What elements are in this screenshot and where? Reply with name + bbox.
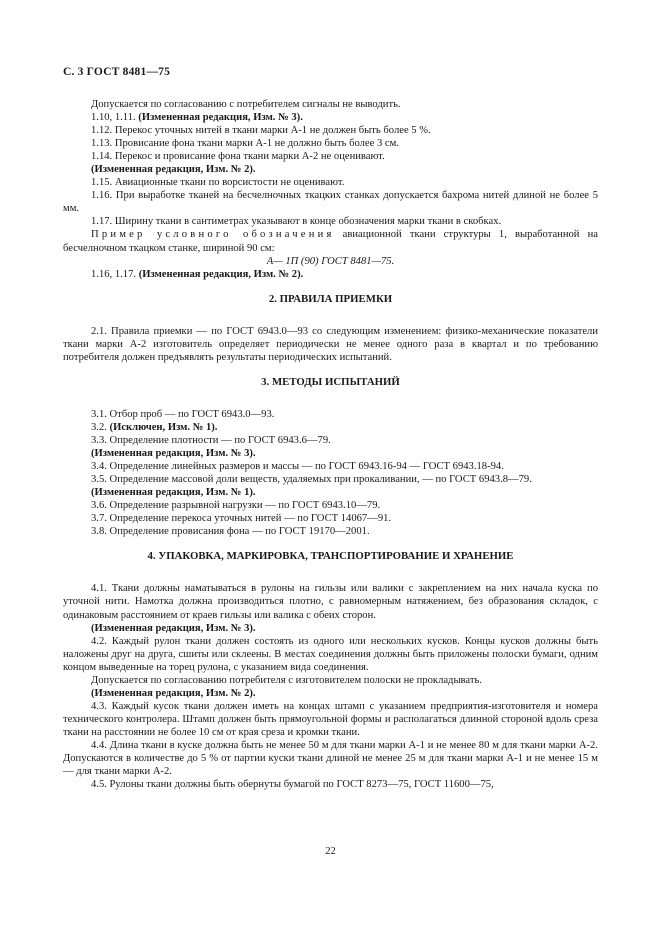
amendment-note: (Измененная редакция, Изм. № 3). [138, 112, 303, 124]
paragraph: 4.5. Рулоны ткани должны быть обернуты бумагой по ГОСТ 8273—75, ГОСТ 11600—75, [91, 779, 494, 791]
designation-example: А— 1П (90) ГОСТ 8481—75. [266, 255, 395, 267]
clause-number: 1.10, 1.11. [91, 112, 136, 124]
amendment-note: (Исключен, Изм. № 1). [109, 421, 218, 433]
amendment-note: (Измененная редакция, Изм. № 3). [91, 448, 256, 460]
paragraph: 3.3. Определение плотности — по ГОСТ 6943.6—79. [91, 434, 331, 446]
paragraph-text: авиационной ткани структуры 1, выработанной на бесчелночном ткацком станке, шириной 90 см: [63, 229, 598, 254]
paragraph: 1.15. Авиационные ткани по ворсистости не оценивают. [91, 177, 345, 189]
paragraph: 1.17. Ширину ткани в сантиметрах указывают в конце обозначения марки ткани в скобках. [91, 216, 502, 228]
clause-number: 1.16, 1.17. [91, 268, 137, 280]
paragraph [63, 421, 598, 434]
amendment-note: (Измененная редакция, Изм. № 3). [91, 622, 256, 634]
paragraph [63, 268, 598, 281]
paragraph: 1.12. Перекос уточных нитей в ткани марки А-1 не должен быть более 5 %. [91, 125, 431, 137]
paragraph: 4.2. Каждый рулон ткани должен состоять из одного или нескольких кусков. Концы кусков должны быть наложены друг на друга, сшиты или склеены. В местах соединения должны быть приложены полоски бумаги, одним концом выведенные на торец рулона, с указанием вида соединения. [63, 635, 598, 673]
clause-number: 3.2. [91, 421, 107, 433]
paragraph: 3.5. Определение массовой доли веществ, удаляемых при прокаливании, — по ГОСТ 6943.8—79. [91, 474, 532, 486]
paragraph: 4.4. Длина ткани в куске должна быть не менее 50 м для ткани марки А-1 и не менее 80 м для ткани марки А-2. Допускаются в количестве до 5 % от партии куски ткани длиной не менее 25 м для ткани марки А-1 и не менее 15 м — для ткани марки А-2. [63, 739, 598, 778]
paragraph: 3.8. Определение провисания фона — по ГОСТ 19170—2001. [91, 526, 370, 538]
amendment-note: (Измененная редакция, Изм. № 2). [91, 687, 256, 699]
amendment-note: (Измененная редакция, Изм. № 2). [138, 268, 304, 280]
paragraph: 3.1. Отбор проб — по ГОСТ 6943.0—93. [91, 408, 275, 420]
page-body [63, 98, 598, 791]
paragraph [63, 111, 598, 124]
section-heading: 2. ПРАВИЛА ПРИЕМКИ [268, 292, 393, 305]
paragraph: 4.3. Каждый кусок ткани должен иметь на концах штамп с указанием предприятия-изготовителя и номера технического контролера. Штамп должен быть прямоугольной формы и располагаться длинной стороной вдоль среза ткани на расстоянии не более 10 см от края среза и кромки ткани. [63, 700, 598, 738]
amendment-note: (Измененная редакция, Изм. № 2). [91, 164, 256, 176]
page-header: С. 3 ГОСТ 8481—75 [63, 66, 171, 78]
paragraph: 3.6. Определение разрывной нагрузки — по ГОСТ 6943.10—79. [91, 500, 381, 512]
paragraph: 2.1. Правила приемки — по ГОСТ 6943.0—93 со следующим изменением: физико-механические показатели ткани марки А-2 изготовитель определяет периодически не менее одного раза в квартал и по требованию потребителя должен предъявлять результаты периодических испытаний. [63, 325, 598, 363]
paragraph: Допускается по согласованию потребителя с изготовителем полоски не прокладывать. [91, 674, 482, 686]
paragraph: 1.13. Провисание фона ткани марки А-1 не должно быть более 3 см. [91, 138, 399, 150]
paragraph: 1.16. При выработке тканей на бесчелночных ткацких станках допускается бахрома нитей длиной не более 5 мм. [63, 190, 598, 215]
section-heading: 4. УПАКОВКА, МАРКИРОВКА, ТРАНСПОРТИРОВАНИЕ И ХРАНЕНИЕ [147, 550, 514, 563]
paragraph [63, 228, 598, 254]
paragraph: 3.4. Определение линейных размеров и массы — по ГОСТ 6943.16-94 — ГОСТ 6943.18-94. [91, 461, 504, 473]
paragraph: 1.14. Перекос и провисание фона ткани марки А-2 не оценивают. [91, 151, 385, 163]
paragraph: 3.7. Определение перекоса уточных нитей — по ГОСТ 14067—91. [91, 513, 392, 525]
paragraph: Допускается по согласованию с потребителем сигналы не выводить. [91, 99, 401, 110]
page-number: 22 [325, 846, 336, 857]
amendment-note: (Измененная редакция, Изм. № 1). [91, 487, 256, 499]
paragraph: 4.1. Ткани должны наматываться в рулоны на гильзы или валики с закреплением на них начала куска по уточной нити. Намотка должна производиться плотно, с равномерным натяжением, без образования складок, с одинаковым расстоянием от краев гильзы или валика с обеих сторон. [63, 583, 598, 621]
section-heading: 3. МЕТОДЫ ИСПЫТАНИЙ [261, 375, 400, 388]
spaced-emphasis: Пример условного обозначения [91, 229, 335, 241]
